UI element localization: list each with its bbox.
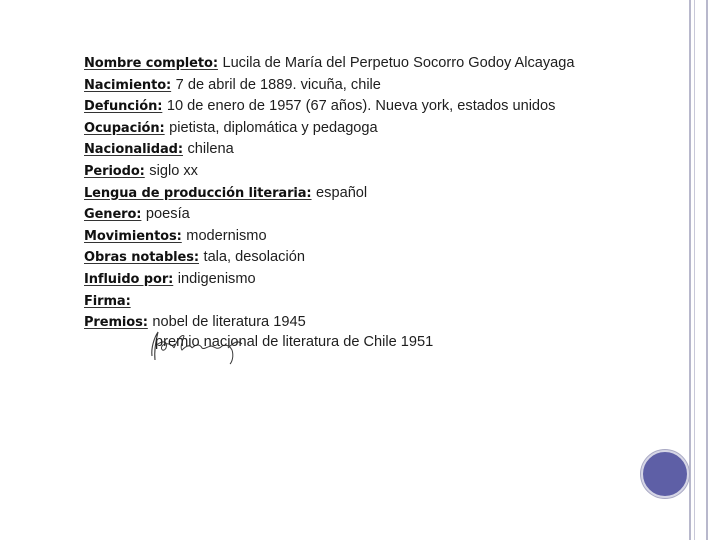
field-nacimiento (84, 75, 674, 97)
field-label: Premios: (84, 315, 148, 331)
field-value: pietista, diplomática y pedagoga (169, 119, 378, 136)
field-obras-notables (84, 247, 674, 269)
biography-list (84, 53, 674, 334)
field-label: Defunción: (84, 99, 163, 115)
slide-border-line (706, 0, 708, 540)
field-label: Lengua de producción literaria: (84, 185, 312, 201)
field-value: poesía (145, 206, 190, 223)
field-value: 10 de enero de 1957 (67 años). Nueva york, estados unidos (166, 98, 556, 115)
field-label: Periodo: (84, 163, 145, 179)
premios-second-line: premio nacional de literatura de Chile 1951 (155, 334, 434, 350)
field-periodo (84, 161, 674, 183)
field-value: Lucila de María del Perpetuo Socorro Godoy Alcayaga (222, 55, 575, 71)
slide-border-line (689, 0, 691, 540)
field-value: nobel de literatura 1945 (152, 314, 306, 331)
field-label: Influido por: (84, 271, 174, 287)
field-movimientos (84, 226, 674, 248)
slide-border-line (694, 0, 695, 540)
field-label: Firma: (84, 293, 131, 309)
field-label: Nacionalidad: (84, 142, 183, 158)
field-value: tala, desolación (203, 249, 305, 266)
field-label: Nacimiento: (84, 77, 172, 93)
field-value: modernismo (186, 227, 267, 244)
field-value: siglo xx (149, 162, 198, 179)
field-label: Ocupación: (84, 120, 165, 136)
field-genero (84, 204, 674, 226)
field-nombre-completo (84, 53, 674, 75)
field-lengua (84, 183, 674, 205)
slide-decoration-circle (641, 450, 689, 498)
field-defuncion (84, 96, 674, 118)
field-label: Obras notables: (84, 250, 199, 266)
field-value: español (316, 184, 368, 201)
field-value: indigenismo (177, 270, 256, 287)
field-firma (84, 291, 674, 313)
field-label: Nombre completo: (84, 56, 218, 71)
field-value: 7 de abril de 1889. vicuña, chile (175, 76, 381, 93)
field-label: Genero: (84, 207, 142, 223)
field-nacionalidad (84, 139, 674, 161)
field-label: Movimientos: (84, 228, 182, 244)
field-influido-por (84, 269, 674, 291)
field-ocupacion (84, 118, 674, 140)
field-value: chilena (187, 141, 234, 158)
